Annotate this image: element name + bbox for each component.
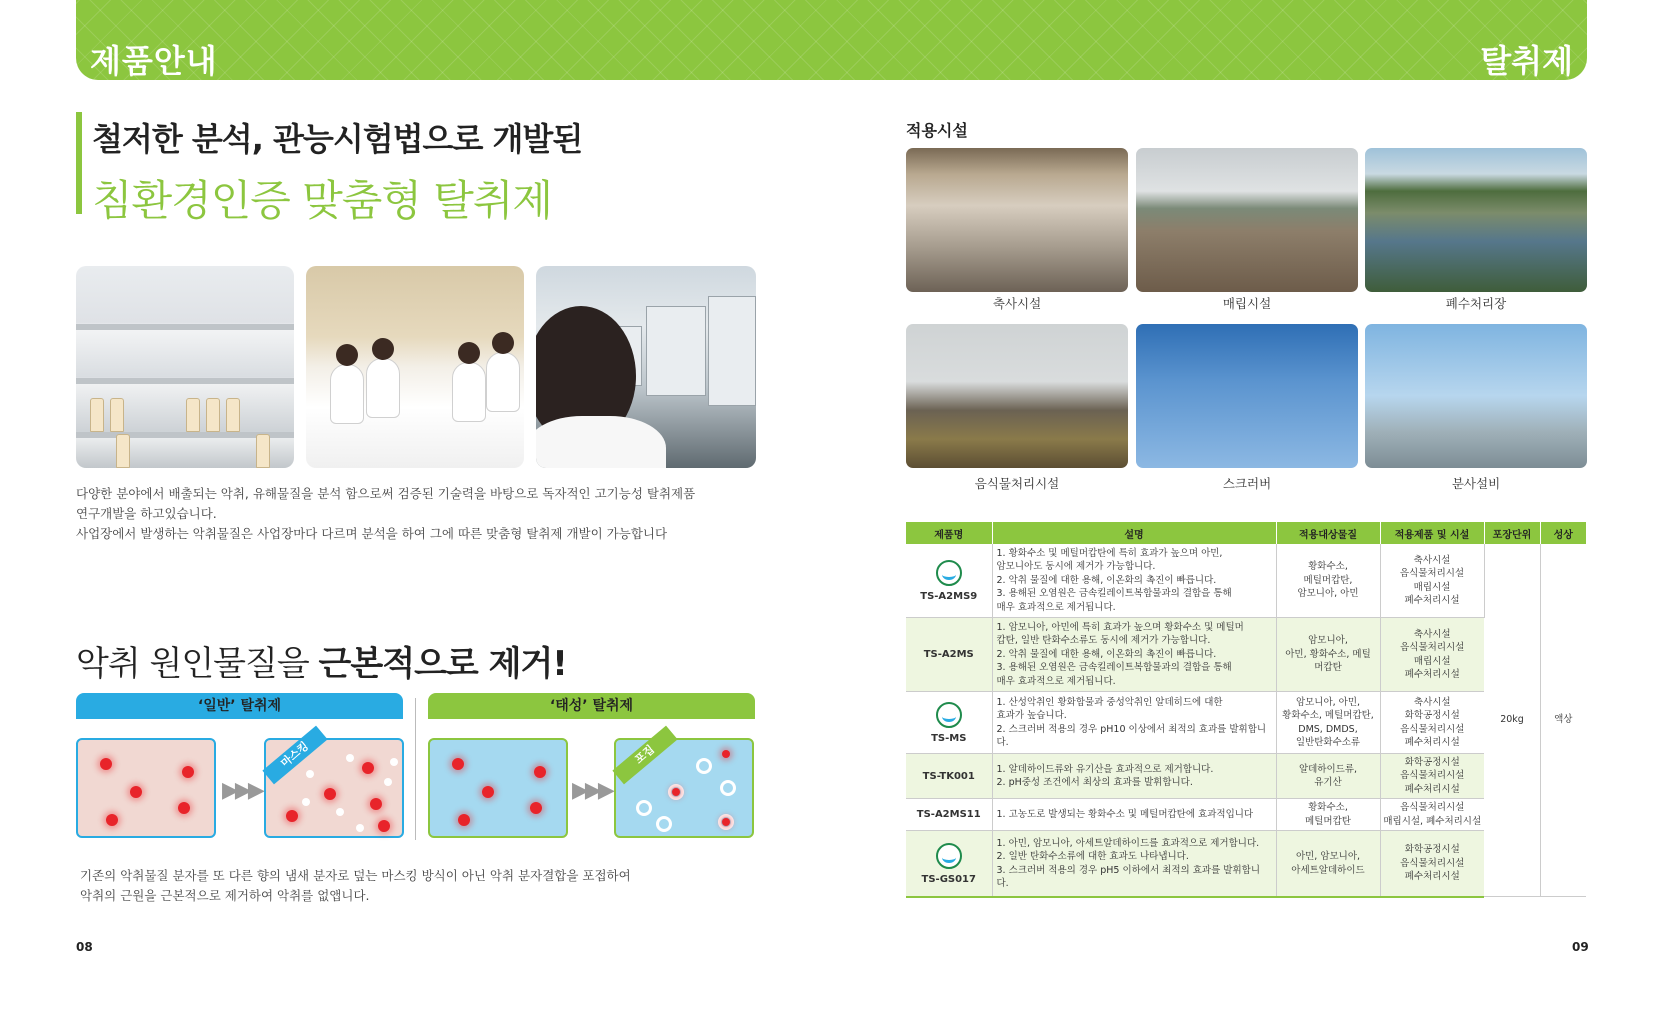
section2-text: 기존의 악취물질 분자를 또 다른 향의 냄새 분자로 덮는 마스킹 방식이 아닌 악취 분자결합을 포접하여 악취의 근원을 근본적으로 제거하여 악취를 없앱니다.	[80, 868, 631, 903]
scrubber-photo	[1136, 324, 1358, 468]
eco-certification-icon	[936, 702, 962, 728]
banner-title-left: 제품안내	[90, 42, 218, 80]
banner-title-right: 탈취제	[1480, 42, 1573, 80]
capture-ribbon: 포집	[612, 726, 677, 785]
odor-molecules-illustration-2	[428, 738, 568, 838]
table-header: 제품명	[906, 522, 992, 544]
table-row: TS-MS 1. 산성악취인 황화합물과 중성악취인 알데히드에 대한 효과가 높습니다. 2. 스크러버 적용의 경우 pH10 이상에서 최적의 효과를 발휘합니다. 암모니아, 아민, 황화수소, 메틸머캅탄, DMS, DMDS, 일반탄화수소류 축사시설 화학공정시설 음식물처리시설 폐수처리시설	[906, 692, 1586, 754]
spray-equipment-photo	[1365, 324, 1587, 468]
food-waste-facility-photo	[906, 324, 1128, 468]
header-banner	[76, 0, 1587, 80]
facility-label: 스크러버	[1222, 476, 1272, 491]
tab-special-deodorant: ‘태성’ 탈취제	[428, 693, 755, 719]
odor-molecules-illustration	[76, 738, 216, 838]
packaging-unit: 20kg	[1484, 544, 1540, 897]
wastewater-plant-photo	[1365, 148, 1587, 292]
masking-ribbon: 마스킹	[262, 726, 327, 785]
table-header: 성상	[1540, 522, 1586, 544]
facility-label: 분사설비	[1451, 476, 1501, 491]
table-row: TS-A2MS9 1. 황화수소 및 메틸머캅탄에 특히 효과가 높으며 아민, 암모니아도 동시에 제거가 가능합니다. 2. 악취 물질에 대한 용해, 이온화의 촉진이 빠릅니다. 3. 용해된 오염원은 금속킬레이트복합물과의 결합을 통해 매우 효과적으로 제거됩니다. 황화수소, 메틸머캅탄, 암모니아, 아민 축사시설 음식물처리시설 매립시설 폐수처리시설 20kg 액상	[906, 544, 1586, 618]
tab-general-deodorant: ‘일반’ 탈취제	[76, 693, 403, 719]
headline-accent-bar	[76, 112, 82, 214]
masking-illustration	[264, 738, 404, 838]
eco-certification-icon	[936, 843, 962, 869]
table-header: 적용대상물질	[1276, 522, 1380, 544]
researchers-photo	[306, 266, 524, 468]
facilities-title: 적용시설	[906, 121, 968, 140]
headline-line-2: 침환경인증 맞춤형 탈취제	[92, 176, 552, 225]
table-header-row	[906, 522, 1586, 544]
headline-line-1: 철저한 분석, 관능시험법으로 개발된	[92, 120, 583, 158]
eco-certification-icon	[936, 560, 962, 586]
table-row: TS-GS017 1. 아민, 암모니아, 아세트알데하이드를 효과적으로 제거합니다. 2. 일반 탄화수소류에 대한 효과도 나타냅니다. 3. 스크러버 적용의 경우 pH5 이하에서 최적의 효과를 발휘합니다. 아민, 암모니아, 아세트알데하이드 화학공정시설 음식물처리시설 폐수처리시설	[906, 831, 1586, 897]
lab-shelf-photo	[76, 266, 294, 468]
page-number-right: 09	[1572, 940, 1589, 954]
table-header: 포장단위	[1484, 522, 1540, 544]
section-title: 악취 원인물질을 근본적으로 제거!	[76, 644, 567, 684]
livestock-facility-photo	[906, 148, 1128, 292]
product-table	[906, 522, 1586, 898]
landfill-facility-photo	[1136, 148, 1358, 292]
facility-label: 폐수처리장	[1445, 296, 1507, 311]
intro-text: 다양한 분야에서 배출되는 악취, 유해물질을 분석 함으로써 검증된 기술력을 바탕으로 독자적인 고기능성 탈취제품 연구개발을 하고있습니다. 사업장에서 발생하는 악취물질은 사업장마다 다르며 분석을 하여 그에 따른 맞춤형 탈취제 개발이 가능합니다	[76, 486, 696, 541]
table-row: TS-A2MS 1. 암모니아, 아민에 특히 효과가 높으며 황화수소 및 메틸머 캅탄, 일반 탄화수소류도 동시에 제거가 가능합니다. 2. 악취 물질에 대한 용해, 이온화의 촉진이 빠릅니다. 3. 용해된 오염원은 금속킬레이트복합물과의 결합을 통해 매우 효과적으로 제거됩니다. 암모니아, 아민, 황화수소, 메틸 머캅탄 축사시설 음식물처리시설 매립시설 폐수처리시설	[906, 618, 1586, 692]
lab-equipment-photo	[536, 266, 756, 468]
capture-illustration	[614, 738, 754, 838]
arrow-icon: ▶▶▶	[222, 778, 261, 803]
product-form: 액상	[1540, 544, 1586, 897]
table-header: 적용제품 및 시설	[1380, 522, 1484, 544]
page-number-left: 08	[76, 940, 93, 954]
table-header: 설명	[992, 522, 1276, 544]
facility-label: 매립시설	[1222, 296, 1272, 311]
table-row: TS-A2MS11 1. 고농도로 발생되는 황화수소 및 메틸머캅탄에 효과적입니다 황화수소, 메틸머캅탄 음식물처리시설 매립시설, 폐수처리시설	[906, 799, 1586, 831]
facility-label: 축사시설	[992, 296, 1042, 311]
arrow-icon-2: ▶▶▶	[572, 778, 611, 803]
facility-label: 음식물처리시설	[974, 476, 1060, 491]
table-row: TS-TK001 1. 알데하이드류와 유기산을 효과적으로 제거합니다. 2. pH중성 조건에서 최상의 효과를 발휘합니다. 알데하이드류, 유기산 화학공정시설 음식물처리시설 폐수처리시설	[906, 754, 1586, 799]
divider	[415, 698, 416, 840]
